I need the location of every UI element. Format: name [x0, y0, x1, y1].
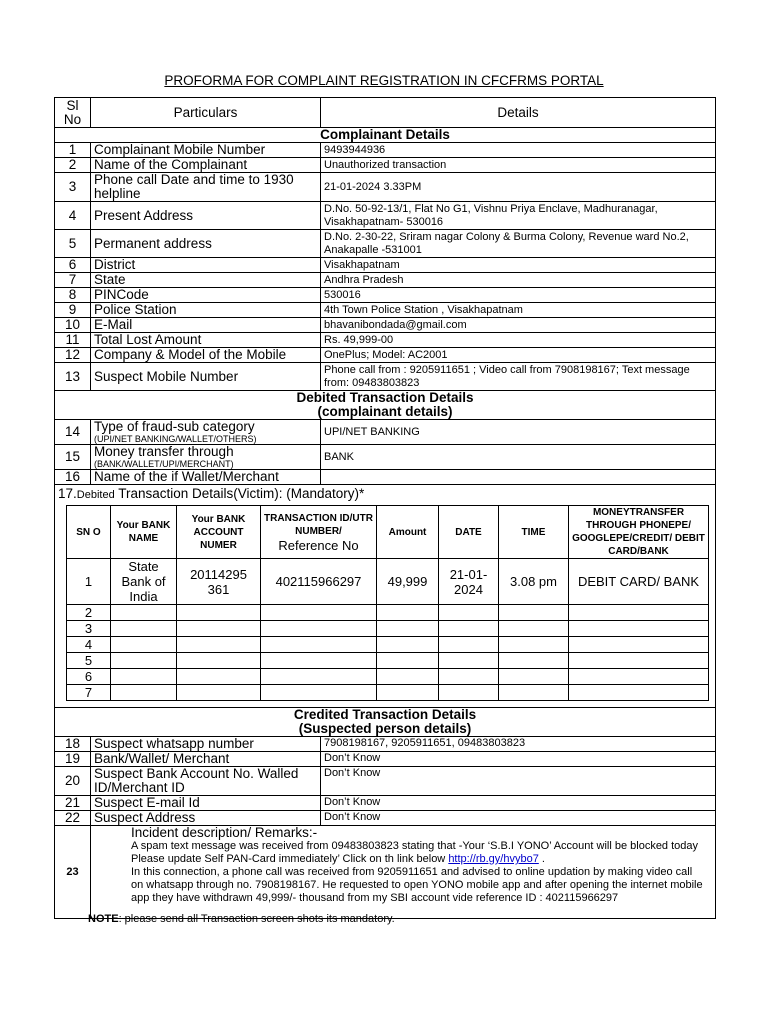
section-credited-row	[55, 708, 716, 737]
row-value: Don’t Know	[321, 811, 716, 826]
cell-account-number	[177, 621, 261, 637]
row-label: Permanent address	[91, 230, 321, 258]
cell-time	[499, 685, 569, 701]
cell-time: 3.08 pm	[499, 559, 569, 605]
row-label: Complainant Mobile Number	[91, 143, 321, 158]
page-title: PROFORMA FOR COMPLAINT REGISTRATION IN CFCFRMS PORTAL	[164, 73, 604, 88]
incident-text-1-end: .	[538, 853, 545, 865]
cell-amount	[377, 669, 439, 685]
header-bank-name: Your BANK NAME	[111, 506, 177, 559]
cell-account-number	[177, 669, 261, 685]
row-label: Suspect E-mail Id	[91, 796, 321, 811]
row-label: Phone call Date and time to 1930 helpline	[91, 173, 321, 202]
form-row	[55, 173, 716, 202]
form-row	[55, 230, 716, 258]
transaction-row	[67, 653, 709, 669]
row-number: 10	[55, 318, 91, 333]
row-number: 21	[55, 796, 91, 811]
incident-link[interactable]: http://rb.gy/hvybo7	[448, 853, 539, 865]
row-number: 2	[55, 158, 91, 173]
row-number: 3	[55, 173, 91, 202]
row-number: 1	[55, 143, 91, 158]
row-label-options: (UPI/NET BANKING/WALLET/OTHERS)	[94, 434, 257, 444]
form-row	[55, 318, 716, 333]
incident-heading: Incident description/ Remarks:-	[131, 825, 318, 840]
header-reference-no: Reference No	[278, 537, 359, 553]
cell-date	[439, 653, 499, 669]
row-value: UPI/NET BANKING	[321, 420, 716, 445]
section-credited-title	[55, 708, 716, 737]
cell-date	[439, 621, 499, 637]
cell-sno: 5	[67, 653, 111, 669]
complaint-form-table	[54, 97, 716, 919]
row-label: Company & Model of the Mobile	[91, 348, 321, 363]
row-17-prefix: 17.	[58, 486, 77, 501]
cell-transfer-mode	[569, 605, 709, 621]
row-value: Andhra Pradesh	[321, 273, 716, 288]
row-value: 530016	[321, 288, 716, 303]
cell-bank-name	[111, 685, 177, 701]
transaction-row	[67, 637, 709, 653]
row-number: 22	[55, 811, 91, 826]
row-value: D.No. 2-30-22, Sriram nagar Colony & Burma Colony, Revenue ward No.2, Anakapalle -531001	[321, 230, 716, 258]
row-label	[91, 445, 321, 470]
row-17-rest: Transaction Details(Victim): (Mandatory)*	[114, 486, 365, 501]
cell-transfer-mode	[569, 637, 709, 653]
form-row	[55, 258, 716, 273]
form-row	[55, 737, 716, 752]
row-number: 14	[55, 420, 91, 445]
incident-text-1	[131, 840, 705, 866]
row-number: 5	[55, 230, 91, 258]
cell-transfer-mode	[569, 669, 709, 685]
transaction-row	[67, 621, 709, 637]
incident-text-2: In this connection, a phone call was received from 9205911651 and advised to online updation by making video call on whatsapp through no. 7908198167. He requested to open YONO mobile app and after opening the internet mobile app they have withdrawn 49,999/- thousand from my SBI account vide reference ID : 402115966297	[131, 866, 703, 904]
row-label-options: (BANK/WALLET/UPI/MERCHANT)	[94, 459, 234, 469]
row-label: Name of the Complainant	[91, 158, 321, 173]
incident-description	[91, 826, 716, 919]
cell-date: 21-01-2024	[439, 559, 499, 605]
cell-time	[499, 637, 569, 653]
cell-amount	[377, 637, 439, 653]
cell-bank-name	[111, 669, 177, 685]
header-account-number: Your BANK ACCOUNT NUMER	[177, 506, 261, 559]
row-label: PINCode	[91, 288, 321, 303]
form-row	[55, 288, 716, 303]
cell-bank-name	[111, 653, 177, 669]
row-number: 4	[55, 202, 91, 230]
row-label: E-Mail	[91, 318, 321, 333]
row-value: Unauthorized transaction	[321, 158, 716, 173]
row-label	[91, 470, 321, 485]
note-label: NOTE	[88, 913, 119, 925]
row-label: Suspect Mobile Number	[91, 363, 321, 391]
cell-transaction-id	[261, 653, 377, 669]
cell-date	[439, 685, 499, 701]
row-value: 4th Town Police Station , Visakhapatnam	[321, 303, 716, 318]
section-debited-line2: (complainant details)	[317, 404, 453, 419]
header-time: TIME	[499, 506, 569, 559]
row-number: 18	[55, 737, 91, 752]
cell-account-number	[177, 605, 261, 621]
cell-account-number: 20114295 361	[177, 559, 261, 605]
row-number: 9	[55, 303, 91, 318]
header-sno: SN O	[67, 506, 111, 559]
row-number: 23	[55, 826, 91, 919]
form-row	[55, 303, 716, 318]
form-row	[55, 767, 716, 796]
row-label-text: Type of fraud-sub category	[94, 419, 255, 434]
cell-account-number	[177, 637, 261, 653]
footer-note	[88, 913, 395, 925]
row-value: 7908198167, 9205911651, 09483803823	[321, 737, 716, 752]
row-value: Don’t Know	[321, 767, 716, 796]
cell-sno: 3	[67, 621, 111, 637]
transaction-row	[67, 669, 709, 685]
transaction-row	[67, 685, 709, 701]
form-row	[55, 420, 716, 445]
cell-transfer-mode: DEBIT CARD/ BANK	[569, 559, 709, 605]
cell-transaction-id	[261, 621, 377, 637]
incident-row	[55, 826, 716, 919]
header-transfer-mode: MONEYTRANSFER THROUGH PHONEPE/ GOOGLEPE/CREDIT/ DEBIT CARD/BANK	[569, 506, 709, 559]
row-value: Don’t Know	[321, 796, 716, 811]
cell-transaction-id	[261, 669, 377, 685]
row-value: 9493944936	[321, 143, 716, 158]
cell-transaction-id	[261, 637, 377, 653]
cell-transaction-id	[261, 685, 377, 701]
cell-transfer-mode	[569, 621, 709, 637]
row-value: Visakhapatnam	[321, 258, 716, 273]
row-value: 21-01-2024 3.33PM	[321, 173, 716, 202]
row-value: BANK	[321, 445, 716, 470]
row-label: Suspect Address	[91, 811, 321, 826]
transaction-row	[67, 559, 709, 605]
cell-amount	[377, 653, 439, 669]
form-row	[55, 273, 716, 288]
row-value	[321, 470, 716, 485]
row-value: OnePlus; Model: AC2001	[321, 348, 716, 363]
cell-transaction-id: 402115966297	[261, 559, 377, 605]
row-label: Suspect whatsapp number	[91, 737, 321, 752]
row-label: Total Lost Amount	[91, 333, 321, 348]
row-value: D.No. 50-92-13/1, Flat No G1, Vishnu Priya Enclave, Madhuranagar, Visakhapatnam- 530016	[321, 202, 716, 230]
cell-account-number	[177, 653, 261, 669]
section-debited-title	[55, 391, 716, 420]
row-number: 15	[55, 445, 91, 470]
transaction-header-row	[67, 506, 709, 559]
incident-text-1-body: A spam text message was received from 09483803823 stating that -Your ‘S.B.I YONO’ Account will be blocked today Please update Self PAN-Card immediately’ Click on th link below	[131, 840, 699, 865]
cell-bank-name	[111, 637, 177, 653]
transaction-table	[66, 505, 709, 701]
cell-date	[439, 605, 499, 621]
header-row	[55, 98, 716, 128]
form-row	[55, 143, 716, 158]
cell-sno: 7	[67, 685, 111, 701]
form-row	[55, 333, 716, 348]
header-date: DATE	[439, 506, 499, 559]
section-credited-line2: (Suspected person details)	[298, 721, 472, 736]
cell-sno: 6	[67, 669, 111, 685]
row-17-cell	[55, 485, 716, 708]
header-amount: Amount	[377, 506, 439, 559]
cell-amount	[377, 621, 439, 637]
header-transaction-id-label: TRANSACTION ID/UTR NUMBER/	[264, 512, 373, 537]
row-value: Phone call from : 9205911651 ; Video call from 7908198167; Text message from: 09483803823	[321, 363, 716, 391]
row-number: 6	[55, 258, 91, 273]
row-label: State	[91, 273, 321, 288]
cell-date	[439, 669, 499, 685]
header-particulars: Particulars	[91, 98, 321, 128]
row-number: 7	[55, 273, 91, 288]
row-value: bhavanibondada@gmail.com	[321, 318, 716, 333]
note-text: : please send all Transaction screen shots its mandatory.	[118, 913, 395, 925]
row-number: 13	[55, 363, 91, 391]
row-17-title	[58, 485, 712, 502]
row-value: Rs. 49,999-00	[321, 333, 716, 348]
cell-amount	[377, 605, 439, 621]
row-label: Police Station	[91, 303, 321, 318]
form-row	[55, 348, 716, 363]
header-transaction-id	[261, 506, 377, 559]
row-label: District	[91, 258, 321, 273]
form-row	[55, 470, 716, 485]
row-label: Suspect Bank Account No. Walled ID/Merchant ID	[91, 767, 321, 796]
row-number: 8	[55, 288, 91, 303]
row-number: 20	[55, 767, 91, 796]
cell-sno: 4	[67, 637, 111, 653]
section-debited-line1: Debited Transaction Details	[296, 390, 474, 405]
row-value: Don’t Know	[321, 752, 716, 767]
row-number: 12	[55, 348, 91, 363]
cell-transfer-mode	[569, 653, 709, 669]
cell-time	[499, 669, 569, 685]
cell-time	[499, 621, 569, 637]
cell-bank-name	[111, 605, 177, 621]
section-credited-line1: Credited Transaction Details	[293, 707, 477, 722]
form-row	[55, 445, 716, 470]
row-label-text: Name of the if Wallet/Merchant	[94, 469, 279, 484]
cell-bank-name: State Bank of India	[111, 559, 177, 605]
row-number: 19	[55, 752, 91, 767]
section-debited-row	[55, 391, 716, 420]
section-complainant-row	[55, 128, 716, 143]
form-row	[55, 363, 716, 391]
row-17	[55, 485, 716, 708]
cell-sno: 1	[67, 559, 111, 605]
cell-amount: 49,999	[377, 559, 439, 605]
cell-transfer-mode	[569, 685, 709, 701]
row-label: Bank/Wallet/ Merchant	[91, 752, 321, 767]
cell-time	[499, 605, 569, 621]
cell-sno: 2	[67, 605, 111, 621]
cell-transaction-id	[261, 605, 377, 621]
row-number: 16	[55, 470, 91, 485]
row-label	[91, 420, 321, 445]
cell-account-number	[177, 685, 261, 701]
form-row	[55, 202, 716, 230]
row-label: Present Address	[91, 202, 321, 230]
section-complainant-title: Complainant Details	[55, 128, 716, 143]
row-label-text: Money transfer through	[94, 444, 234, 459]
row-number: 11	[55, 333, 91, 348]
cell-time	[499, 653, 569, 669]
form-row	[55, 752, 716, 767]
form-row	[55, 796, 716, 811]
cell-amount	[377, 685, 439, 701]
row-17-small: Debited	[76, 489, 115, 501]
header-details: Details	[321, 98, 716, 128]
cell-bank-name	[111, 621, 177, 637]
form-row	[55, 811, 716, 826]
transaction-row	[67, 605, 709, 621]
header-sl: Sl No	[55, 98, 91, 128]
form-row	[55, 158, 716, 173]
cell-date	[439, 637, 499, 653]
